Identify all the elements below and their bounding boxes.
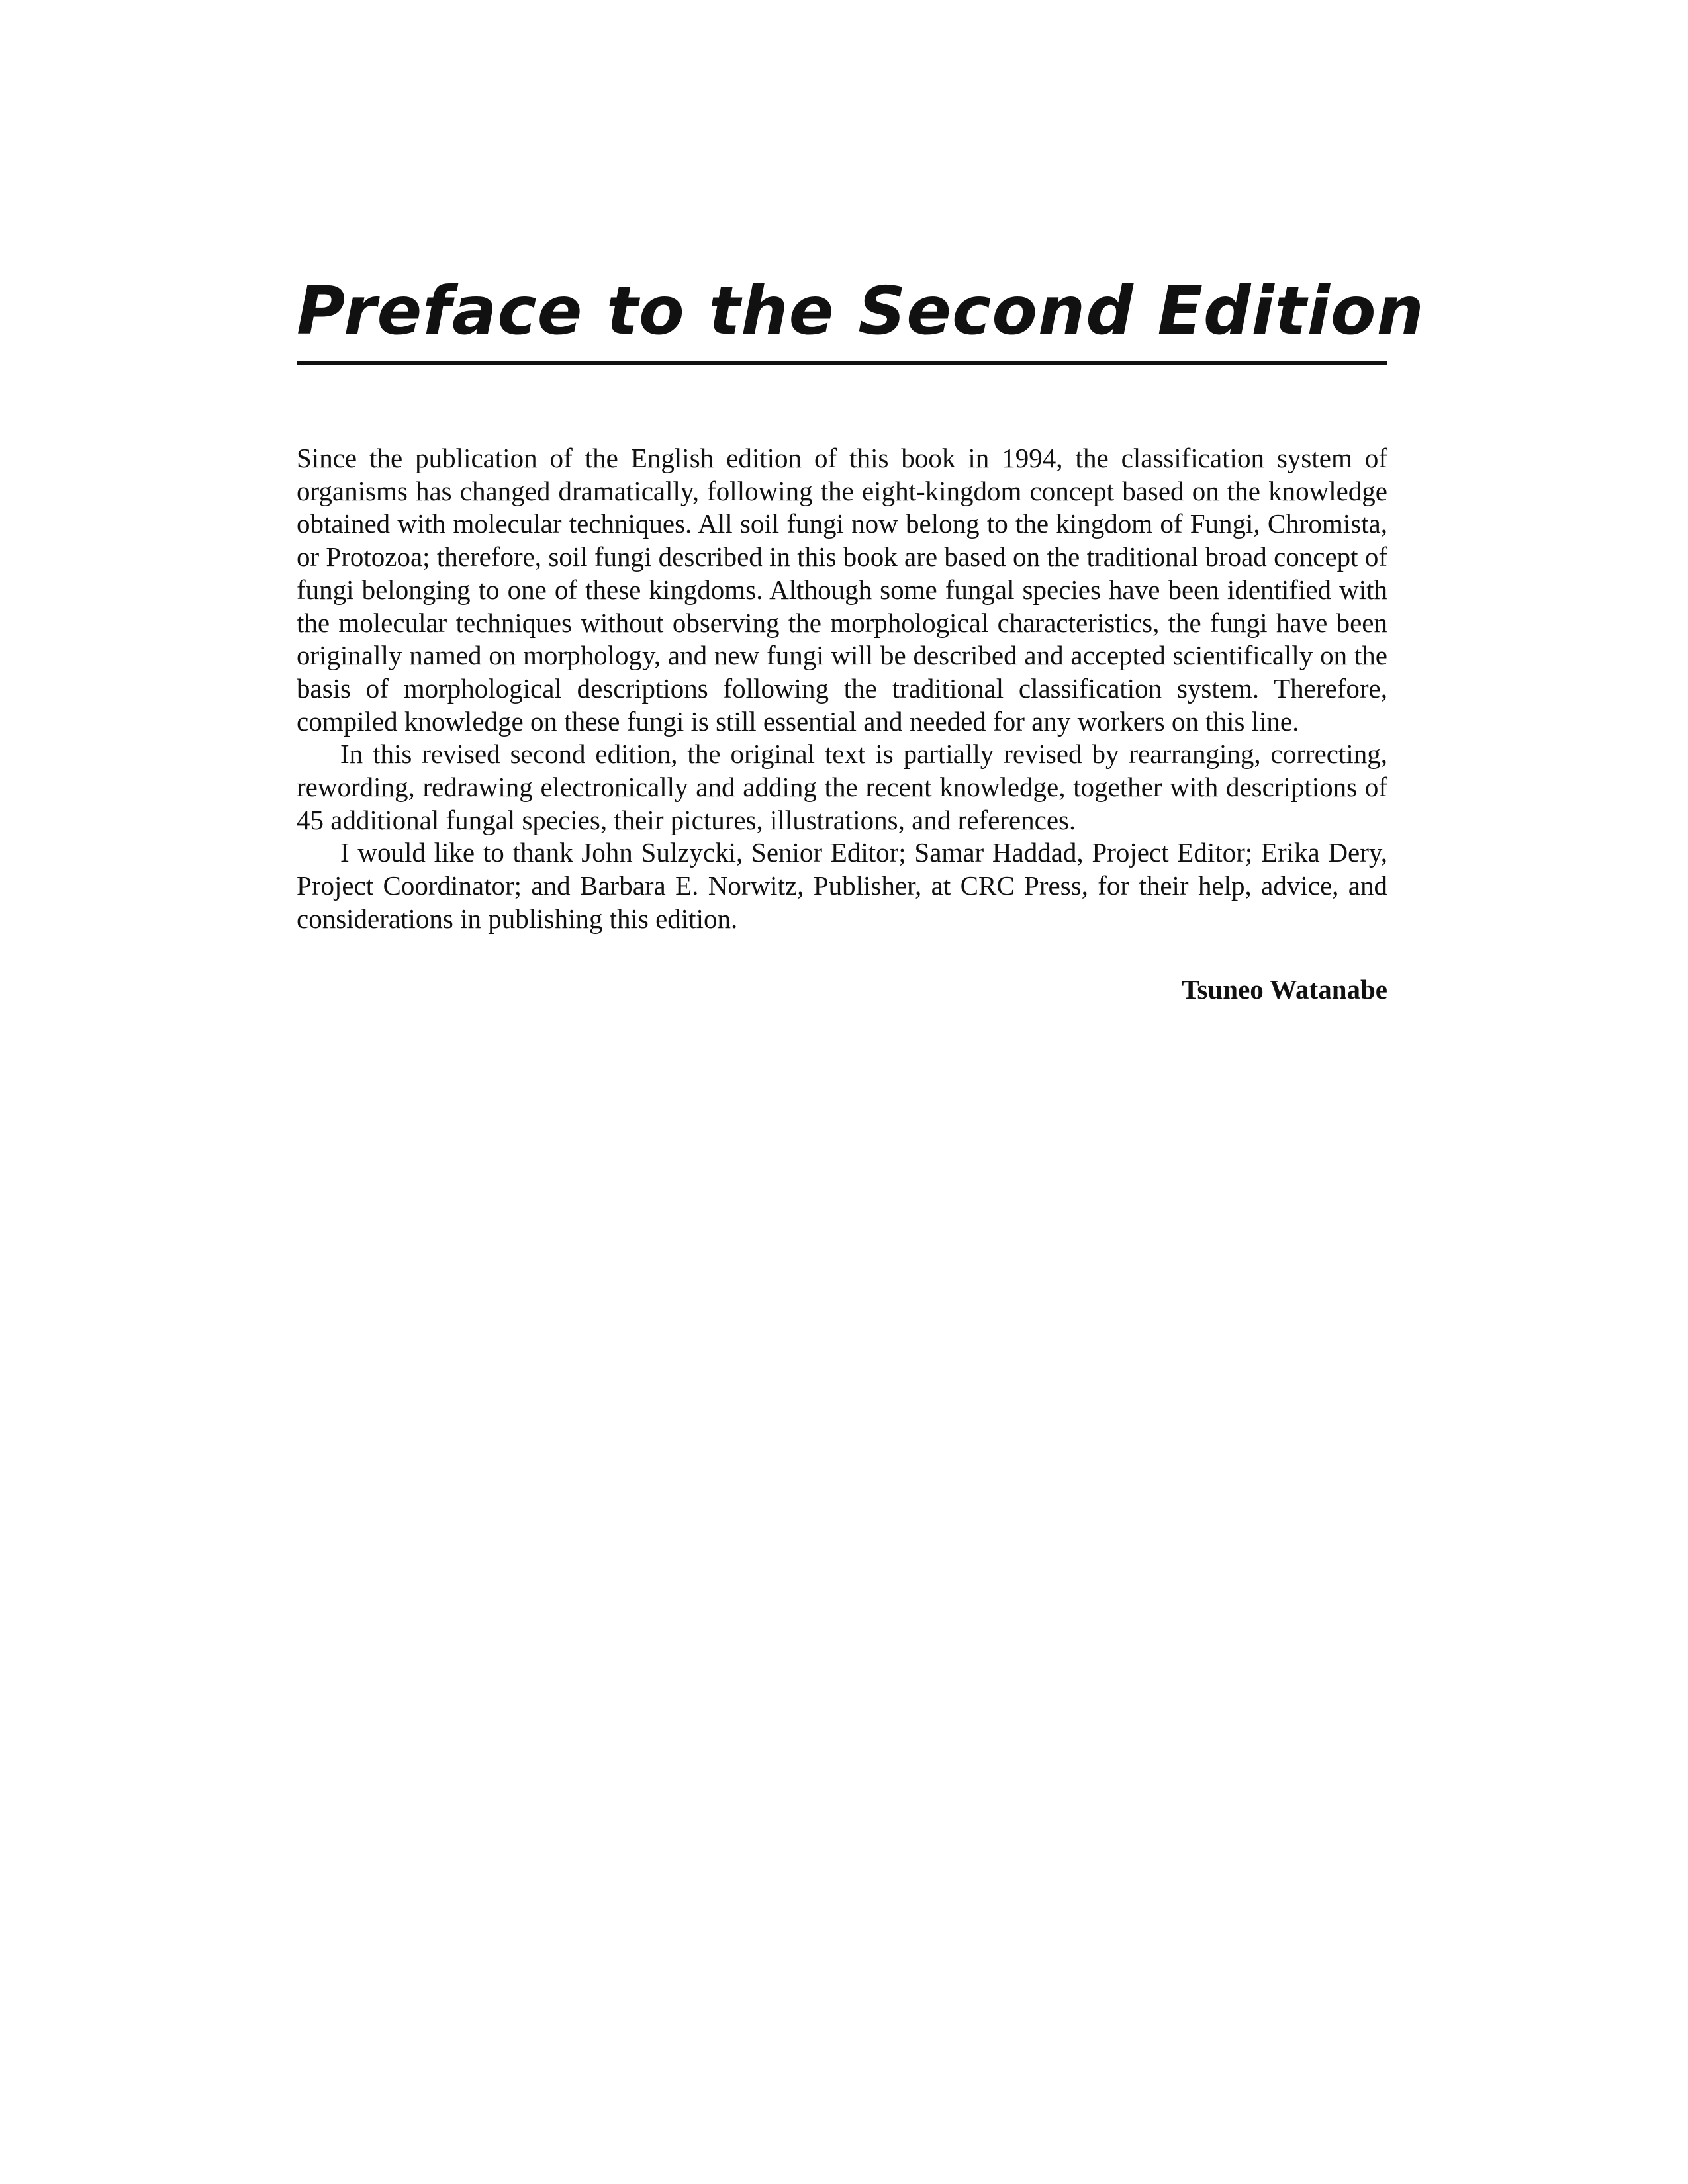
title-rule — [297, 361, 1387, 365]
preface-body — [297, 442, 1387, 936]
page-title: Preface to the Second Edition — [297, 272, 1425, 349]
paragraph-revisions: In this revised second edition, the original text is partially revised by rearranging, correcting, rewording, redrawing electronically and adding the recent knowledge, together with descriptions of 45 additional fungal species, their pictures, illustrations, and references. — [297, 739, 1387, 835]
paragraph-acknowledgments: I would like to thank John Sulzycki, Senior Editor; Samar Haddad, Project Editor; Erika Dery, Project Coordinator; and Barbara E. Norwitz, Publisher, at CRC Press, for their help, advice, and considerations in publishing this edition. — [297, 837, 1387, 934]
paragraph-publication-history: Since the publication of the English edition of this book in 1994, the classification system of organisms has changed dramatically, following the eight-kingdom concept based on the knowledge obtained with molecular techniques. All soil fungi now belong to the kingdom of Fungi, Chromista, or Protozoa; therefore, soil fungi described in this book are based on the traditional broad concept of fungi belonging to one of these kingdoms. Although some fungal species have been identified with the molecular techniques without observing the morphological characteristics, the fungi have been originally named on morphology, and new fungi will be described and accepted scientifically on the basis of morphological descriptions following the traditional classification system. Therefore, compiled knowledge on these fungi is still essential and needed for any workers on this line. — [297, 443, 1387, 737]
author-signature: Tsuneo Watanabe — [1181, 974, 1387, 1005]
